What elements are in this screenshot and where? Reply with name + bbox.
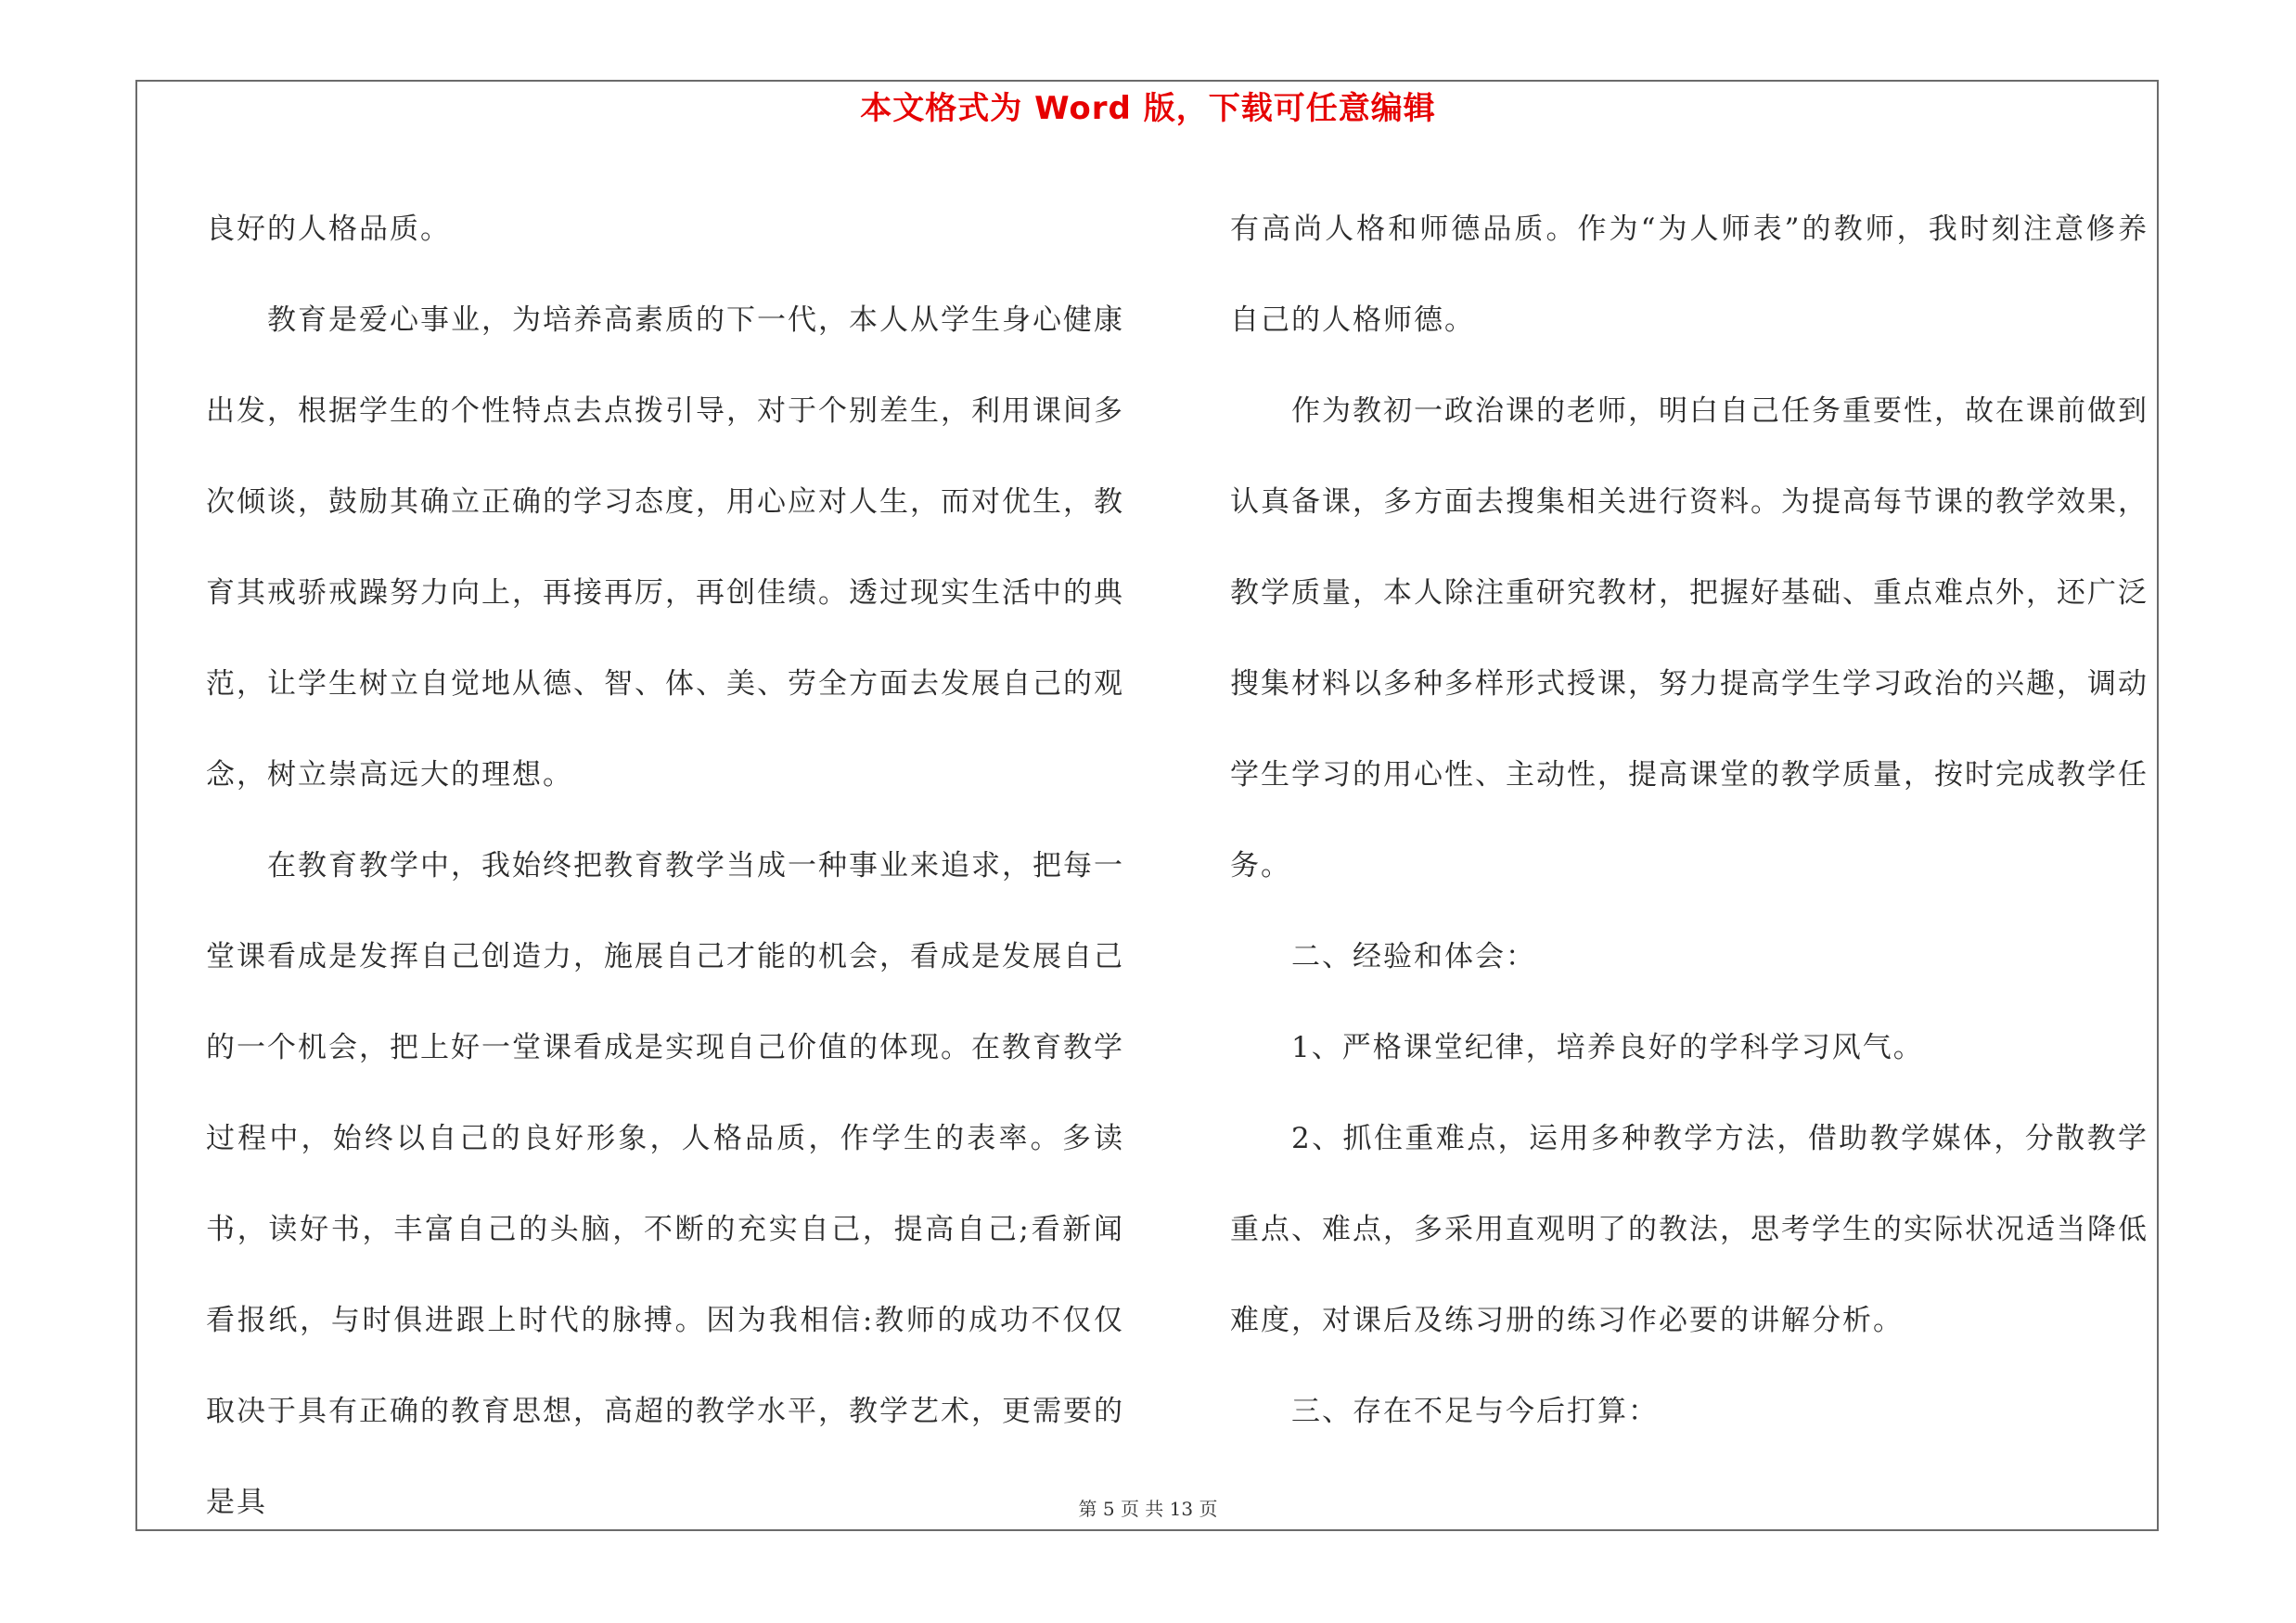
section-heading: 三、存在不足与今后打算：	[1291, 1395, 1659, 1428]
left-text-column	[206, 184, 1124, 1548]
section-heading: 二、经验和体会：	[1291, 940, 1536, 973]
paragraph: 在教育教学中，我始终把教育教学当成一种事业来追求，把每一堂课看成是发挥自己创造力，施展自己才能的机会，看成是发展自己的一个机会，把上好一堂课看成是实现自己价值的体现。在教育教学过程中，始终以自己的良好形象，人格品质，作学生的表率。多读书，读好书，丰富自己的头脑，不断的充实自己，提高自己;看新闻看报纸，与时俱进跟上时代的脉搏。因为我相信:教师的成功不仅仅取决于具有正确的教育思想，高超的教学水平，教学艺术，更需要的是具	[206, 849, 1124, 1519]
paragraph: 教育是爱心事业，为培养高素质的下一代，本人从学生身心健康出发，根据学生的个性特点去点拨引导，对于个别差生，利用课间多次倾谈，鼓励其确立正确的学习态度，用心应对人生，而对优生，教育其戒骄戒躁努力向上，再接再厉，再创佳绩。透过现实生活中的典范，让学生树立自觉地从德、智、体、美、劳全方面去发展自己的观念，树立崇高远大的理想。	[206, 303, 1124, 792]
paragraph: 作为教初一政治课的老师，明白自己任务重要性，故在课前做到认真备课，多方面去搜集相关进行资料。为提高每节课的教学效果，教学质量，本人除注重研究教材，把握好基础、重点难点外，还广泛搜集材料以多种多样形式授课，努力提高学生学习政治的兴趣，调动学生学习的用心性、主动性，提高课堂的教学质量，按时完成教学任务。	[1230, 394, 2148, 882]
page-number: 第 5 页 共 13 页	[1078, 1498, 1218, 1520]
right-text-column	[1230, 184, 2148, 1457]
paragraph: 有高尚人格和师德品质。作为“为人师表”的教师，我时刻注意修养自己的人格师德。	[1230, 213, 2148, 337]
word-format-banner: 本文格式为 Word 版，下载可任意编辑	[860, 90, 1436, 127]
list-item: 2、抓住重难点，运用多种教学方法，借助教学媒体，分散教学重点、难点，多采用直观明了的教法，思考学生的实际状况适当降低难度，对课后及练习册的练习作必要的讲解分析。	[1230, 1122, 2148, 1337]
paragraph: 良好的人格品质。	[206, 213, 451, 246]
list-item: 1、严格课堂纪律，培养良好的学科学习风气。	[1291, 1031, 1924, 1064]
